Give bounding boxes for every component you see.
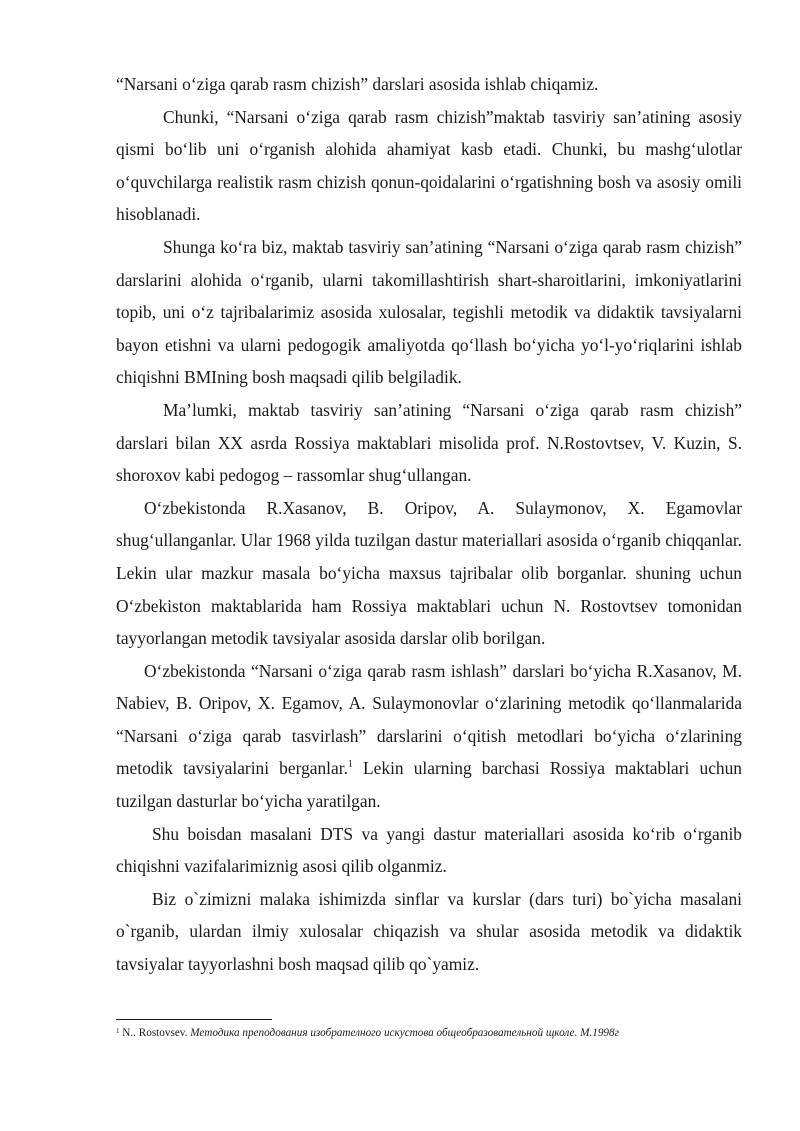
paragraph-6-text-after: Lekin ularning barchasi Rossiya maktablari uchun tuzilgan dasturlar bo‘yicha yaratilgan. [116, 758, 742, 812]
document-body [116, 68, 742, 981]
footnote-reference[interactable]: 1 [347, 759, 353, 771]
paragraph-6 [116, 655, 742, 818]
paragraph-8: Biz o`zimizni malaka ishimizda sinflar va kurslar (dars turi) bo`yicha masalani o`rganib, ulardan ilmiy xulosalar chiqazish va shular asosida metodik va didaktik tavsiyalar tayyorlashni bosh maqsad qilib qo`yamiz. [116, 888, 742, 975]
paragraph-2: Chunki, “Narsani o‘ziga qarab rasm chizish”maktab tasviriy san’atining asosiy qismi bo‘lib uni o‘rganish alohida ahamiyat kasb etadi. Chunki, bu mashg‘ulotlar o‘quvchilarga realistik rasm chizish qonun-qoidalarini o‘rgatishning bosh va asosiy omili hisoblanadi. [116, 106, 742, 225]
footnote-mark: 1 [116, 1027, 120, 1035]
footnote [116, 1026, 756, 1040]
paragraph-1: “Narsani o‘ziga qarab rasm chizish” darslari asosida ishlab chiqamiz. [116, 74, 599, 94]
paragraph-5: O‘zbekistonda R.Xasanov, B. Oripov, A. Sulaymonov, X. Egamovlar shug‘ullanganlar. Ular 1968 yilda tuzilgan dastur materiallari asosida o‘rganib chiqqanlar. Lekin ular mazkur masala bo‘yicha maxsus tajribalar olib borganlar. shuning uchun O‘zbekiston maktablarida ham Rossiya maktablari uchun N. Rostovtsev tomonidan tayyorlangan metodik tavsiyalar asosida darslar olib borilgan. [116, 497, 742, 649]
paragraph-6-text-before: O‘zbekistonda “Narsani o‘ziga qarab rasm ishlash” darslari bo‘yicha R.Xasanov, M. Nabiev, B. Oripov, X. Egamov, A. Sulaymonovlar o‘zlarining metodik qo‘llanmalarida “Narsani o‘ziga qarab tasvirlash” darslarini o‘qitish metodlari bo‘yicha o‘zlarining metodik tavsiyalarini berganlar. [116, 660, 742, 779]
paragraph-7: Shu boisdan masalani DTS va yangi dastur materiallari asosida ko‘rib o‘rganib chiqishni vazifalarimiznig asosi qilib olganmiz. [116, 823, 742, 877]
footnote-author: N.. Rostovsev. [119, 1027, 191, 1039]
footnote-title: Методика преподования изобрателного искустова общеобразовательной щколе. М.1998г [190, 1027, 619, 1039]
paragraph-4: Ma’lumki, maktab tasviriy san’atining “Narsani o‘ziga qarab rasm chizish” darslari bilan XX asrda Rossiya maktablari misolida prof. N.Rostovtsev, V. Kuzin, S. shoroxov kabi pedogog – rassomlar shug‘ullangan. [116, 399, 742, 486]
footnote-separator [116, 1019, 272, 1020]
paragraph-3: Shunga ko‘ra biz, maktab tasviriy san’atining “Narsani o‘ziga qarab rasm chizish” darslarini alohida o‘rganib, ularni takomillashtirish shart-sharoitlarini, imkoniyatlarini topib, uni o‘z tajribalarimiz asosida xulosalar, tegishli metodik va didaktik tavsiyalarni bayon etishni va ularni pedogogik amaliyotda qo‘llash bo‘yicha yo‘l-yo‘riqlarini ishlab chiqishni BMIning bosh maqsadi qilib belgiladik. [116, 236, 742, 388]
